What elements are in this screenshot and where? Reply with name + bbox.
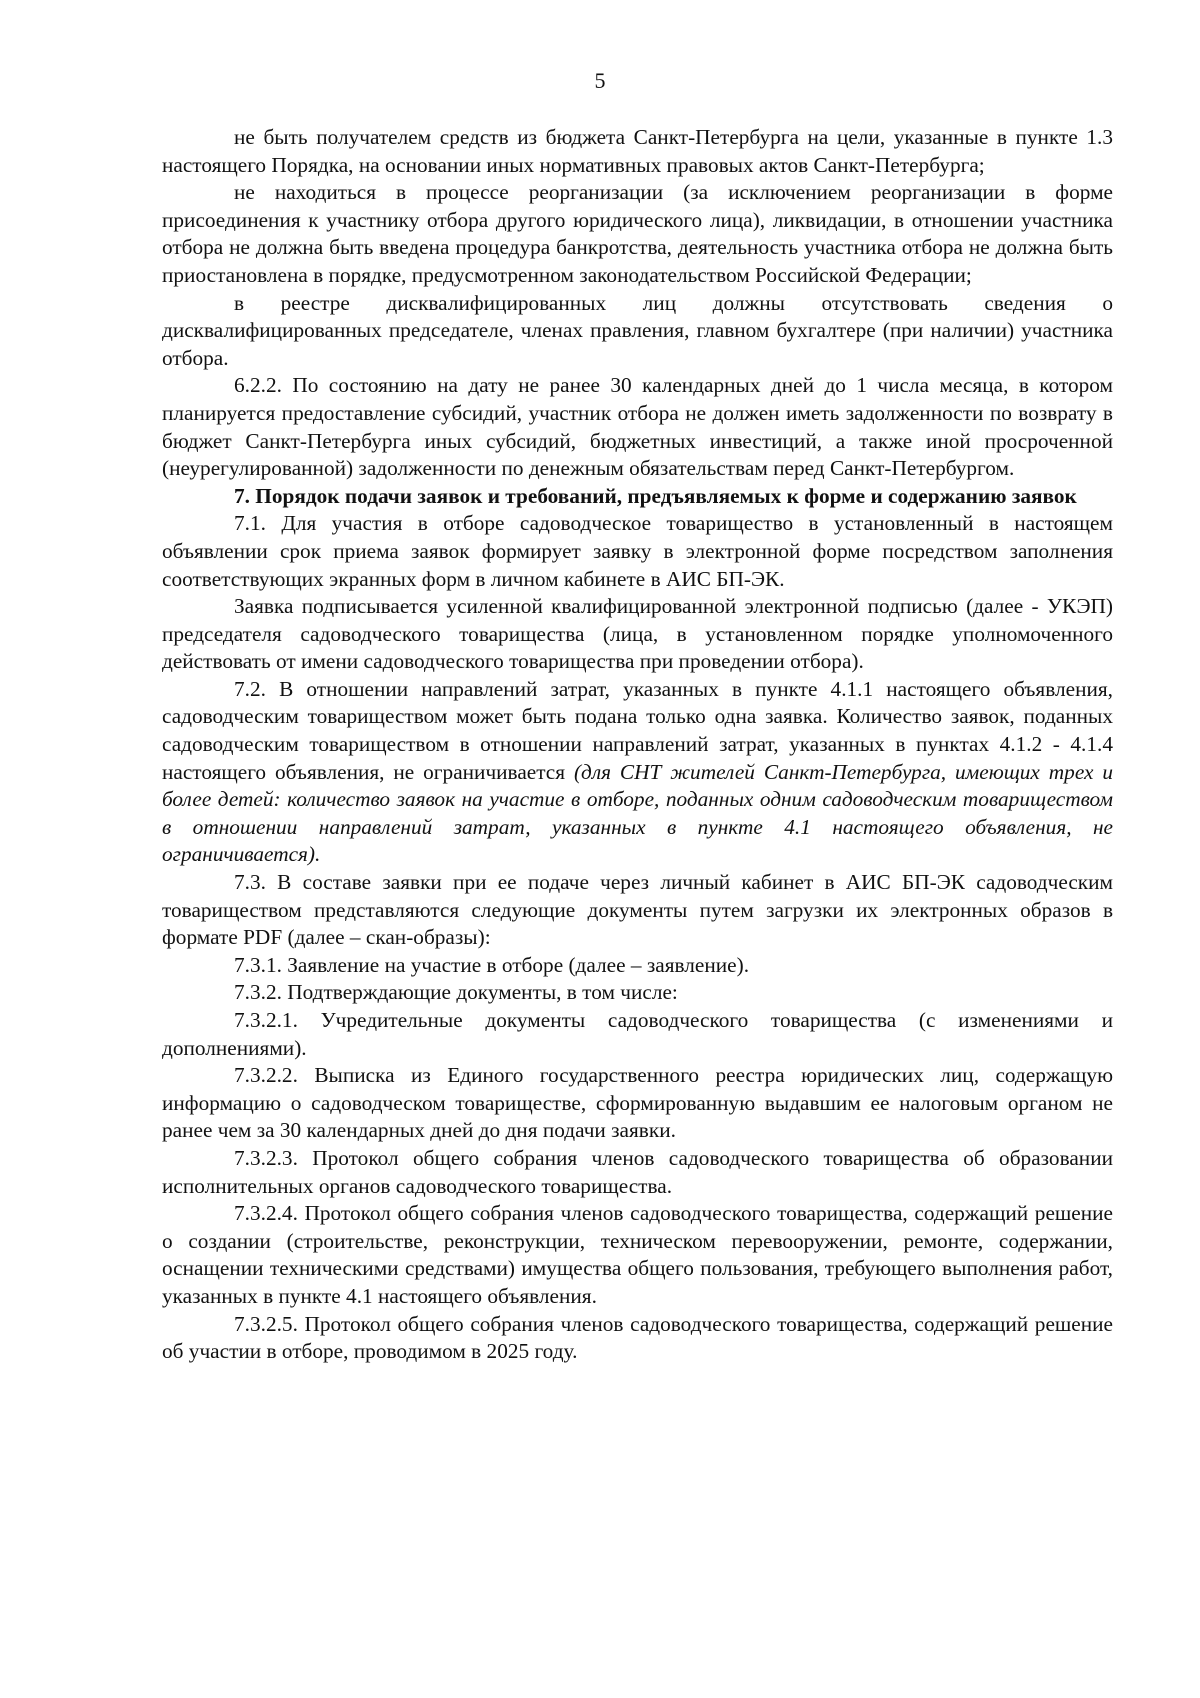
paragraph-7-2 (162, 676, 1113, 869)
paragraph-7-3-2-5: 7.3.2.5. Протокол общего собрания членов садоводческого товарищества, содержащий решение об участии в отборе, проводимом в 2025 году. (162, 1311, 1113, 1364)
paragraph-7-1-signature: Заявка подписывается усиленной квалифицированной электронной подписью (далее - УКЭП) председателя садоводческого товарищества (лица, в установленном порядке уполномоченного действовать от имени садоводческого товарищества при проведении отбора). (162, 594, 1113, 674)
paragraph-7-3-2-4: 7.3.2.4. Протокол общего собрания членов садоводческого товарищества, содержащий решение о создании (строительстве, реконструкции, техническом перевооружении, ремонте, содержании, оснащении техническими средствами) имущества общего пользования, требующего выполнения работ, указанных в пункте 4.1 настоящего объявления. (162, 1201, 1113, 1308)
paragraph-7-2-italic-note: (для СНТ жителей Санкт-Петербурга, имеющих трех и более детей: количество заявок на участие в отборе, поданных одним садоводческим товариществом в отношении направлений затрат, указанных в пункте 4.1 настоящего объявления, не ограничивается). (162, 759, 1113, 867)
paragraph-7-3-1: 7.3.1. Заявление на участие в отборе (далее – заявление). (234, 952, 750, 977)
section-7-heading: 7. Порядок подачи заявок и требований, предъявляемых к форме и содержанию заявок (234, 483, 1077, 508)
paragraph-7-3-2-1: 7.3.2.1. Учредительные документы садоводческого товарищества (с изменениями и дополнениями). (162, 1008, 1113, 1060)
paragraph-disqualified-registry: в реестре дисквалифицированных лиц должны отсутствовать сведения о дисквалифицированных председателе, членах правления, главном бухгалтере (при наличии) участника отбора. (162, 290, 1113, 370)
paragraph-7-3-2-2: 7.3.2.2. Выписка из Единого государственного реестра юридических лиц, содержащую информацию о садоводческом товариществе, сформированную выдавшим ее налоговым органом не ранее чем за 30 календарных дней до дня подачи заявки. (162, 1063, 1113, 1143)
paragraph-budget-recipient: не быть получателем средств из бюджета Санкт-Петербурга на цели, указанные в пункте 1.3 настоящего Порядка, на основании иных нормативных правовых актов Санкт-Петербурга; (162, 125, 1113, 177)
paragraph-7-3-2: 7.3.2. Подтверждающие документы, в том числе: (234, 980, 678, 1005)
document-body (162, 124, 1113, 1366)
paragraph-reorganization: не находиться в процессе реорганизации (за исключением реорганизации в форме присоединения к участнику отбора другого юридического лица), ликвидации, в отношении участника отбора не должна быть введена процедура банкротства, деятельность участника отбора не должна быть приостановлена в порядке, предусмотренном законодательством Российской Федерации; (162, 180, 1113, 287)
paragraph-6-2-2: 6.2.2. По состоянию на дату не ранее 30 календарных дней до 1 числа месяца, в котором планируется предоставление субсидий, участник отбора не должен иметь задолженности по возврату в бюджет Санкт-Петербурга иных субсидий, бюджетных инвестиций, а также иной просроченной (неурегулированной) задолженности по денежным обязательствам перед Санкт-Петербургом. (162, 373, 1113, 481)
paragraph-7-1: 7.1. Для участия в отборе садоводческое товарищество в установленный в настоящем объявлении срок приема заявок формирует заявку в электронной форме посредством заполнения соответствующих экранных форм в личном кабинете в АИС БП-ЭК. (162, 511, 1113, 591)
paragraph-7-3-2-3: 7.3.2.3. Протокол общего собрания членов садоводческого товарищества об образовании исполнительных органов садоводческого товарищества. (162, 1145, 1113, 1198)
paragraph-7-3: 7.3. В составе заявки при ее подаче через личный кабинет в АИС БП-ЭК садоводческим товариществом представляются следующие документы путем загрузки их электронных образов в формате PDF (далее – скан-образы): (162, 870, 1113, 950)
paragraph-7-2-text: 7.2. В отношении направлений затрат, указанных в пункте 4.1.1 настоящего объявления, садоводческим товариществом может быть подана только одна заявка. Количество заявок, поданных садоводческим товариществом в отношении направлений затрат, указанных в пунктах 4.1.2 - 4.1.4 настоящего объявления, не ограничивается (162, 676, 1113, 784)
page-number: 5 (594, 68, 606, 93)
